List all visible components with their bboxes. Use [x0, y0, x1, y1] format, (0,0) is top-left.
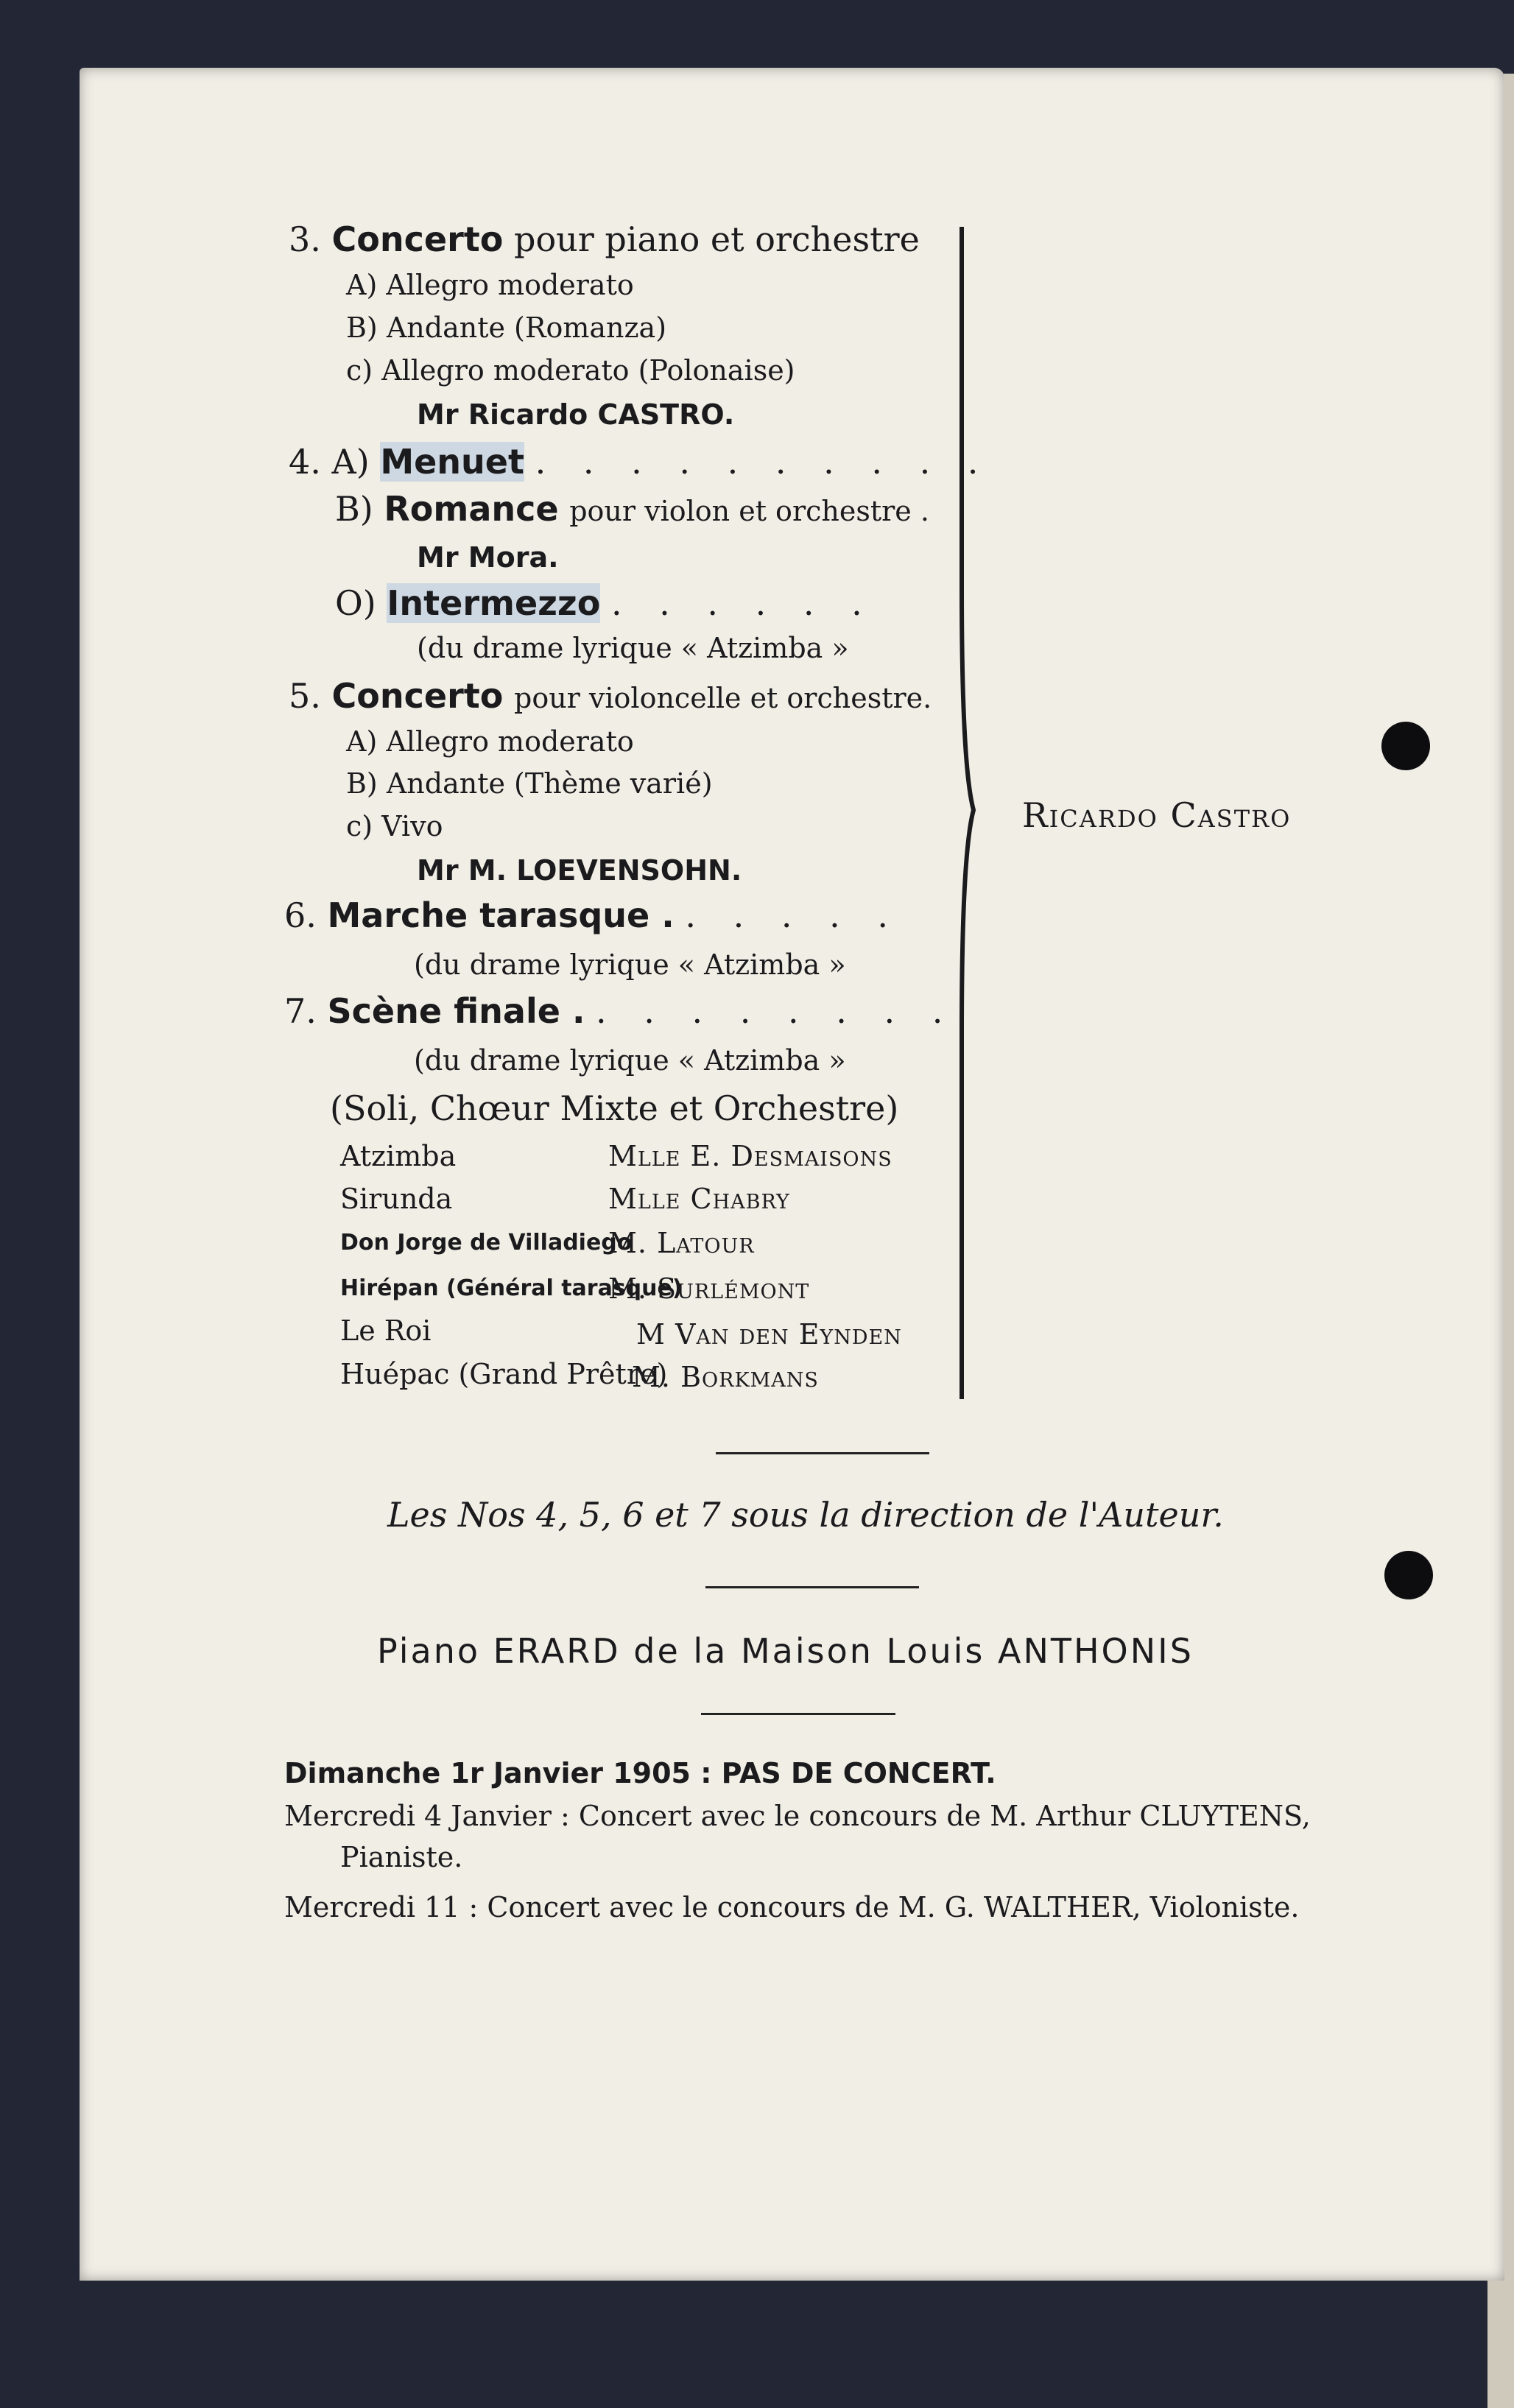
- movement-b: B) Andante (Thème varié): [346, 767, 713, 800]
- schedule-line: Pianiste.: [340, 1841, 463, 1873]
- composer-name: Ricardo Castro: [1022, 795, 1292, 835]
- movement-b: B) Andante (Romanza): [346, 311, 667, 344]
- cast-role: Don Jorge de Villadiego: [340, 1230, 633, 1256]
- cast-singer: M. Surlémont: [608, 1272, 810, 1305]
- cast-role: Atzimba: [340, 1140, 457, 1172]
- item-number: 3.: [289, 219, 321, 259]
- item4-c: [335, 583, 876, 623]
- piano-credit: Piano ERARD de la Maison Louis ANTHONIS: [377, 1631, 1194, 1671]
- movement-a: A) Allegro moderato: [346, 269, 634, 301]
- cast-singer: M. Latour: [608, 1227, 755, 1259]
- item-number: 7.: [284, 991, 317, 1031]
- leader-dots: . . . . .: [685, 895, 901, 935]
- item-title: Intermezzo: [387, 583, 601, 623]
- item-number: 4.: [289, 442, 321, 482]
- item-description: pour violoncelle et orchestre.: [514, 682, 932, 714]
- performer: Mr Mora.: [417, 541, 559, 574]
- cast-role: Sirunda: [340, 1183, 453, 1215]
- source-note: (du drame lyrique « Atzimba »: [417, 632, 849, 664]
- program-page: [80, 68, 1504, 2281]
- divider: [716, 1452, 929, 1454]
- item-title: Scène finale .: [327, 991, 585, 1031]
- sub-label: A): [331, 442, 370, 482]
- cast-role: Hirépan (Général tarasque): [340, 1275, 683, 1301]
- sub-label: B): [335, 489, 373, 529]
- grouping-brace: [956, 221, 985, 1407]
- item-description: pour violon et orchestre .: [569, 495, 929, 527]
- item-title: Concerto: [331, 676, 504, 716]
- item-title: Menuet: [380, 442, 524, 482]
- cast-role: Le Roi: [340, 1314, 432, 1347]
- movement-c: c) Allegro moderato (Polonaise): [346, 354, 795, 387]
- leader-dots: . . . . . . . . . .: [535, 442, 992, 482]
- item-title: Romance: [384, 489, 559, 529]
- schedule-line: Dimanche 1r Janvier 1905 : PAS DE CONCERT.: [284, 1757, 996, 1789]
- item4-a: [289, 442, 991, 482]
- binder-hole: [1384, 1551, 1433, 1599]
- schedule-line: Mercredi 11 : Concert avec le concours de M. G. WALTHER, Violoniste.: [284, 1891, 1300, 1923]
- source-note: (du drame lyrique « Atzimba »: [414, 948, 846, 981]
- divider: [705, 1586, 919, 1588]
- source-note: (du drame lyrique « Atzimba »: [414, 1044, 846, 1077]
- cast-singer: M Van den Eynden: [636, 1318, 902, 1351]
- item3-heading: [289, 219, 920, 259]
- cast-singer: Mlle Chabry: [608, 1183, 790, 1215]
- movement-a: A) Allegro moderato: [346, 725, 634, 758]
- item-title: Concerto: [331, 219, 504, 259]
- direction-note: Les Nos 4, 5, 6 et 7 sous la direction de l'Auteur.: [387, 1495, 1224, 1535]
- item-number: 5.: [289, 676, 321, 716]
- item7-heading: [284, 991, 956, 1031]
- performer: Mr Ricardo CASTRO.: [417, 398, 735, 431]
- cast-singer: Mlle E. Desmaisons: [608, 1140, 892, 1172]
- item4-b: [335, 489, 929, 529]
- binder-hole: [1381, 722, 1430, 770]
- item-title: Marche tarasque .: [327, 895, 675, 935]
- cast-singer: M. Borkmans: [632, 1361, 819, 1393]
- item-description: pour piano et orchestre: [514, 219, 920, 259]
- item6-heading: [284, 895, 901, 935]
- performer: Mr M. LOEVENSOHN.: [417, 854, 742, 887]
- schedule-line: Mercredi 4 Janvier : Concert avec le concours de M. Arthur CLUYTENS,: [284, 1800, 1311, 1832]
- item-number: 6.: [284, 895, 317, 935]
- divider: [701, 1713, 895, 1715]
- sub-label: O): [335, 583, 376, 623]
- leader-dots: . . . . . . . .: [596, 991, 957, 1031]
- item5-heading: [289, 676, 932, 716]
- scoring-note: (Soli, Chœur Mixte et Orchestre): [330, 1088, 899, 1128]
- cast-role: Huépac (Grand Prêtre): [340, 1358, 668, 1390]
- leader-dots: . . . . . .: [610, 583, 876, 623]
- movement-c: c) Vivo: [346, 810, 443, 842]
